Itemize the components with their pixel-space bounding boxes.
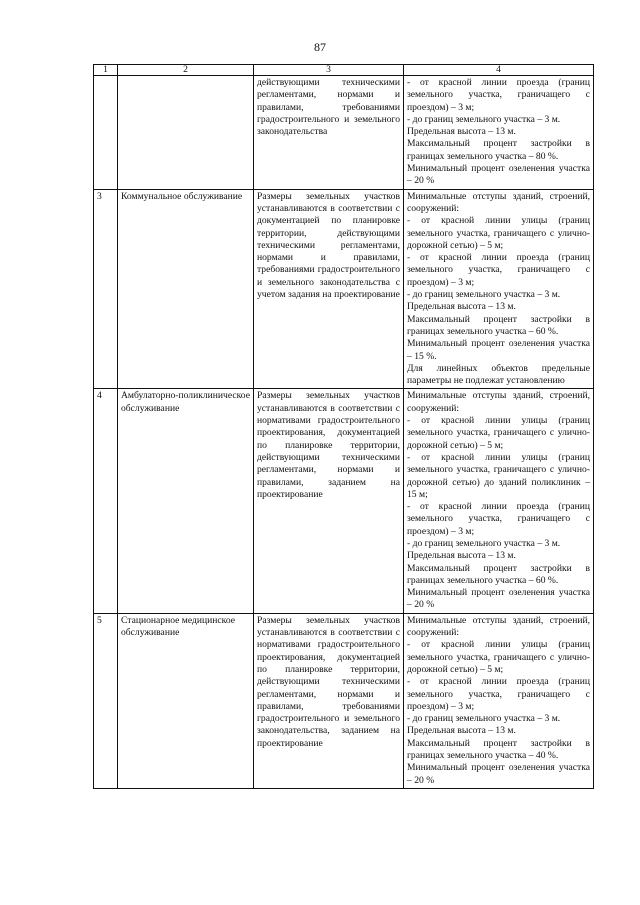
parameter-line: Минимальный процент озеленения участка – 20 % (407, 587, 590, 611)
table-row (94, 189, 594, 389)
parameter-line: - от красной линии проезда (границ земельного участка, граничащего с проездом) – 3 м; (407, 501, 590, 537)
row-name (118, 76, 254, 190)
parameter-line: - от красной линии проезда (границ земельного участка, граничащего с проездом) – 3 м; (407, 252, 590, 288)
parameter-line: Минимальный процент озеленения участка – 20 % (407, 163, 590, 187)
parameter-line: Минимальный процент озеленения участка – 15 %. (407, 338, 590, 362)
row-number (94, 76, 118, 190)
parameter-line: - от красной линии улицы (границ земельного участка, граничащего с улично-дорожной сетью) – 5 м; (407, 415, 590, 451)
row-parameters (404, 189, 594, 389)
table-row (94, 76, 594, 190)
parameter-line: Предельная высота – 13 м. (407, 301, 516, 313)
row-name: Амбулаторно-поликлиническое обслуживание (118, 389, 254, 613)
row-name: Коммунальное обслуживание (118, 189, 254, 389)
parameter-line: Максимальный процент застройки в границах земельного участка – 40 %. (407, 737, 590, 762)
parameter-line: - от красной линии улицы (границ земельного участка, граничащего с улично-дорожной сетью) до зданий поликлиник – 15 м; (407, 451, 590, 500)
parameter-line: - до границ земельного участка – 3 м. (407, 113, 561, 125)
row-parameters (404, 613, 594, 788)
parameter-line: - до границ земельного участка – 3 м. (407, 289, 561, 301)
row-number: 4 (94, 389, 118, 613)
row-parameters (404, 76, 594, 190)
row-size-rules: Размеры земельных участков устанавливаются в соответствии с документацией по планировке территории, действующими техническими регламентами, нормами и правилами, требованиями градостроительного и земельного законодательства с учетом задания на проектирование (254, 189, 404, 389)
row-number: 5 (94, 613, 118, 788)
row-number: 3 (94, 189, 118, 389)
row-size-rules: Размеры земельных участков устанавливаются в соответствии с нормативами градостроительного проектирования, документацией по планировке территории, действующими техническими регламентами, нормами и правилами, требованиями градостроительного и земельного законодательства, заданием на проектирование (254, 613, 404, 788)
parameter-line: - от красной линии проезда (границ земельного участка, граничащего с проездом) – 3 м; (407, 77, 590, 113)
row-size-rules: Размеры земельных участков устанавливаются в соответствии с нормативами градостроительного проектирования, документацией по планировке территории, действующими техническими регламентами, нормами и правилами, заданием на проектирование (254, 389, 404, 613)
parameter-line: Предельная высота – 13 м. (407, 725, 516, 737)
parameter-line: Максимальный процент застройки в границах земельного участка – 60 %. (407, 313, 590, 337)
parameter-line: - от красной линии улицы (границ земельного участка, граничащего с улично-дорожной сетью) – 5 м; (407, 215, 590, 251)
parameter-line: Минимальные отступы зданий, строений, сооружений: (407, 390, 590, 414)
row-parameters (404, 389, 594, 613)
parameter-line: Для линейных объектов предельные параметры не подлежат установлению (407, 362, 590, 387)
parameter-line: Минимальные отступы зданий, строений, сооружений: (407, 614, 590, 639)
table-row (94, 389, 594, 613)
header-col-1: 1 (94, 65, 118, 76)
parameter-line: - до границ земельного участка – 3 м. (407, 537, 561, 549)
row-name: Стационарное медицинское обслуживание (118, 613, 254, 788)
parameter-line: - от красной линии улицы (границ земельного участка, граничащего с улично-дорожной сетью) – 5 м; (407, 639, 590, 675)
parameter-line: Предельная высота – 13 м. (407, 126, 516, 138)
header-col-4: 4 (404, 65, 594, 76)
page-number: 87 (314, 40, 326, 54)
table-row (94, 613, 594, 788)
parameter-line: Максимальный процент застройки в границах земельного участка – 60 %. (407, 562, 590, 586)
header-row (94, 65, 594, 76)
parameter-line: Предельная высота – 13 м. (407, 550, 516, 562)
parameter-line: - от красной линии проезда (границ земельного участка, граничащего с проездом) – 3 м; (407, 676, 590, 712)
parameter-line: - до границ земельного участка – 3 м. (407, 713, 561, 725)
header-col-3: 3 (254, 65, 404, 76)
header-col-2: 2 (118, 65, 254, 76)
parameter-line: Максимальный процент застройки в границах земельного участка – 80 %. (407, 138, 590, 162)
parameter-line: Минимальные отступы зданий, строений, сооружений: (407, 190, 590, 214)
row-size-rules: действующими техническими регламентами, нормами и правилами, требованиями градостроительного и земельного законодательства (254, 76, 404, 190)
parameter-line: Минимальный процент озеленения участка – 20 % (407, 762, 590, 786)
regulations-table (93, 64, 594, 789)
